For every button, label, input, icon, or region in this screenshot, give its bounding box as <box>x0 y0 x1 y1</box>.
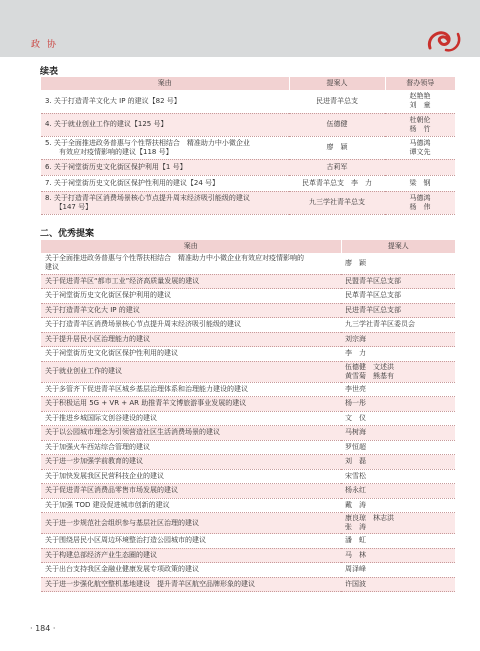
table-row <box>41 90 455 113</box>
proposer-cell: 周泽峰 <box>341 563 455 578</box>
proposer-cell: 罗恒超 <box>341 440 455 455</box>
table-row <box>41 548 455 563</box>
proposer-cell: 伍德健 文述洪 黄雪菊 熊基有 <box>341 361 455 382</box>
table-row <box>41 113 455 136</box>
leader-cell: 赵艳艳 刘 童 <box>385 90 455 113</box>
cause-cell: 关于打造青羊文化大 IP 的建议 <box>41 303 341 318</box>
cause-cell: 关于构建总部经济产业生态圈的建议 <box>41 548 341 563</box>
table-row <box>41 136 455 159</box>
cause-cell: 关于促进青羊区消费品零售市场发展的建议 <box>41 484 341 499</box>
table-row <box>41 382 455 397</box>
proposer-cell: 李世亮 <box>341 382 455 397</box>
cause-cell: 关于加强 TOD 建设促进城市创新的建议 <box>41 498 341 513</box>
cause-cell: 8. 关于打造青羊区消费场景核心节点提升周末经济吸引能级的建议 【147 号】 <box>41 191 289 214</box>
header-proposer: 提案人 <box>289 77 385 90</box>
cause-cell: 关于积极运用 5G + VR + AR 助推青羊文博旅游事业发展的建议 <box>41 397 341 412</box>
proposer-cell: 戴 涛 <box>341 498 455 513</box>
proposer-cell: 民进青羊区总支部 <box>341 303 455 318</box>
proposer-cell: 康良琼 林志洪 张 涛 <box>341 513 455 534</box>
table-row <box>41 469 455 484</box>
cause-cell: 关于加快发展我区民营科技企业的建议 <box>41 469 341 484</box>
cause-cell: 7. 关于祠堂街历史文化街区保护性利用的建议【24 号】 <box>41 175 289 191</box>
proposer-cell: 廖 颖 <box>289 136 385 159</box>
table-row <box>41 534 455 549</box>
proposer-cell: 文 仪 <box>341 411 455 426</box>
proposer-cell: 九三学社青羊区委员会 <box>341 318 455 333</box>
table-row <box>41 440 455 455</box>
cause-cell: 关于围绕居民小区周边环境整治打造公园城市的建议 <box>41 534 341 549</box>
table-row <box>41 563 455 578</box>
header-cause: 案由 <box>41 77 289 90</box>
cause-cell: 关于多管齐下促进青羊区城乡基层治理体系和治理能力建设的建议 <box>41 382 341 397</box>
cause-cell: 关于进一步规范社会组织参与基层社区治理的建议 <box>41 513 341 534</box>
leader-cell: 杜朝伦 杨 竹 <box>385 113 455 136</box>
continued-table-label: 续表 <box>40 67 59 77</box>
cause-cell: 5. 关于全面推进政务普惠与个性帮扶相结合 精准助力中小微企业 有效应对疫情影响的建议【118 号】 <box>41 136 289 159</box>
page-header-band <box>0 0 480 57</box>
page-number: · 184 · <box>30 624 56 633</box>
proposer-cell: 宋雪松 <box>341 469 455 484</box>
table-row <box>41 332 455 347</box>
header-cause: 案由 <box>41 240 341 253</box>
table-row <box>41 159 455 175</box>
cause-cell: 关于出台支持我区金融业健康发展专项政策的建议 <box>41 563 341 578</box>
leader-cell: 马德鸿 谭文先 <box>385 136 455 159</box>
table-row <box>41 289 455 304</box>
leader-cell: 马德鸿 杨 伟 <box>385 191 455 214</box>
leader-cell <box>385 159 455 175</box>
table-row <box>41 274 455 289</box>
table-row <box>41 318 455 333</box>
excellent-proposals-table <box>41 240 455 592</box>
proposer-cell: 民革青羊总支 李 力 <box>289 175 385 191</box>
proposer-cell: 民进青羊总支 <box>289 90 385 113</box>
cause-cell: 3. 关于打造青羊文化大 IP 的建议【82 号】 <box>41 90 289 113</box>
cause-cell: 关于就业创业工作的建议 <box>41 361 341 382</box>
supervised-proposals-body <box>41 90 455 214</box>
table-row <box>41 455 455 470</box>
proposer-cell: 许国波 <box>341 577 455 592</box>
cause-cell: 关于加强火车西站综合管理的建议 <box>41 440 341 455</box>
proposer-cell: 杨永红 <box>341 484 455 499</box>
cause-cell: 关于推进乡城国际文创谷建设的建议 <box>41 411 341 426</box>
cause-cell: 关于进一步加强学前教育的建议 <box>41 455 341 470</box>
table-row <box>41 484 455 499</box>
table-row <box>41 303 455 318</box>
cause-cell: 关于祠堂街历史文化街区保护利用的建议 <box>41 289 341 304</box>
table-row <box>41 513 455 534</box>
table-row <box>41 175 455 191</box>
cause-cell: 4. 关于就业创业工作的建议【125 号】 <box>41 113 289 136</box>
cause-cell: 关于全面推进政务普惠与个性帮扶相结合 精准助力中小微企业有效应对疫情影响的 建议 <box>41 253 341 274</box>
proposer-cell: 廖 颖 <box>341 253 455 274</box>
proposer-cell: 马 林 <box>341 548 455 563</box>
table-row <box>41 347 455 362</box>
cause-cell: 6. 关于祠堂街历史文化街区保护利用【1 号】 <box>41 159 289 175</box>
proposer-cell: 刘宗海 <box>341 332 455 347</box>
proposer-cell: 李 力 <box>341 347 455 362</box>
proposer-cell: 古莉军 <box>289 159 385 175</box>
proposer-cell: 民盟青羊区总支部 <box>341 274 455 289</box>
proposer-cell: 潘 虹 <box>341 534 455 549</box>
cause-cell: 关于打造青羊区消费场景核心节点提升周末经济吸引能级的建议 <box>41 318 341 333</box>
excellent-proposals-body <box>41 253 455 592</box>
section-title: 二、优秀提案 <box>40 229 95 239</box>
header-section-label: 政 协 <box>31 40 58 50</box>
header-proposer: 提案人 <box>341 240 455 253</box>
table-row <box>41 361 455 382</box>
table-row <box>41 426 455 441</box>
cause-cell: 关于促进青羊区“都市工业”经济高质量发展的建议 <box>41 274 341 289</box>
cause-cell: 关于以公园城市理念为引领营造社区生活消费场景的建议 <box>41 426 341 441</box>
table-row <box>41 577 455 592</box>
cause-cell: 关于进一步强化航空整机基地建设 提升青羊区航空品牌形象的建议 <box>41 577 341 592</box>
proposer-cell: 马树海 <box>341 426 455 441</box>
cause-cell: 关于祠堂街历史文化街区保护性利用的建议 <box>41 347 341 362</box>
proposer-cell: 九三学社青羊总支 <box>289 191 385 214</box>
leader-cell: 梁 钢 <box>385 175 455 191</box>
table-row <box>41 397 455 412</box>
cause-cell: 关于提升居民小区治理能力的建议 <box>41 332 341 347</box>
supervised-proposals-table <box>41 77 455 215</box>
proposer-cell: 民革青羊区总支部 <box>341 289 455 304</box>
header-leader: 督办领导 <box>385 77 455 90</box>
table-row <box>41 191 455 214</box>
table-header-row <box>41 240 455 253</box>
table-header-row <box>41 77 455 90</box>
proposer-cell: 刘 磊 <box>341 455 455 470</box>
proposer-cell: 伍德健 <box>289 113 385 136</box>
swirl-logo-icon <box>424 22 464 56</box>
table-row <box>41 253 455 274</box>
proposer-cell: 杨一彤 <box>341 397 455 412</box>
table-row <box>41 498 455 513</box>
table-row <box>41 411 455 426</box>
